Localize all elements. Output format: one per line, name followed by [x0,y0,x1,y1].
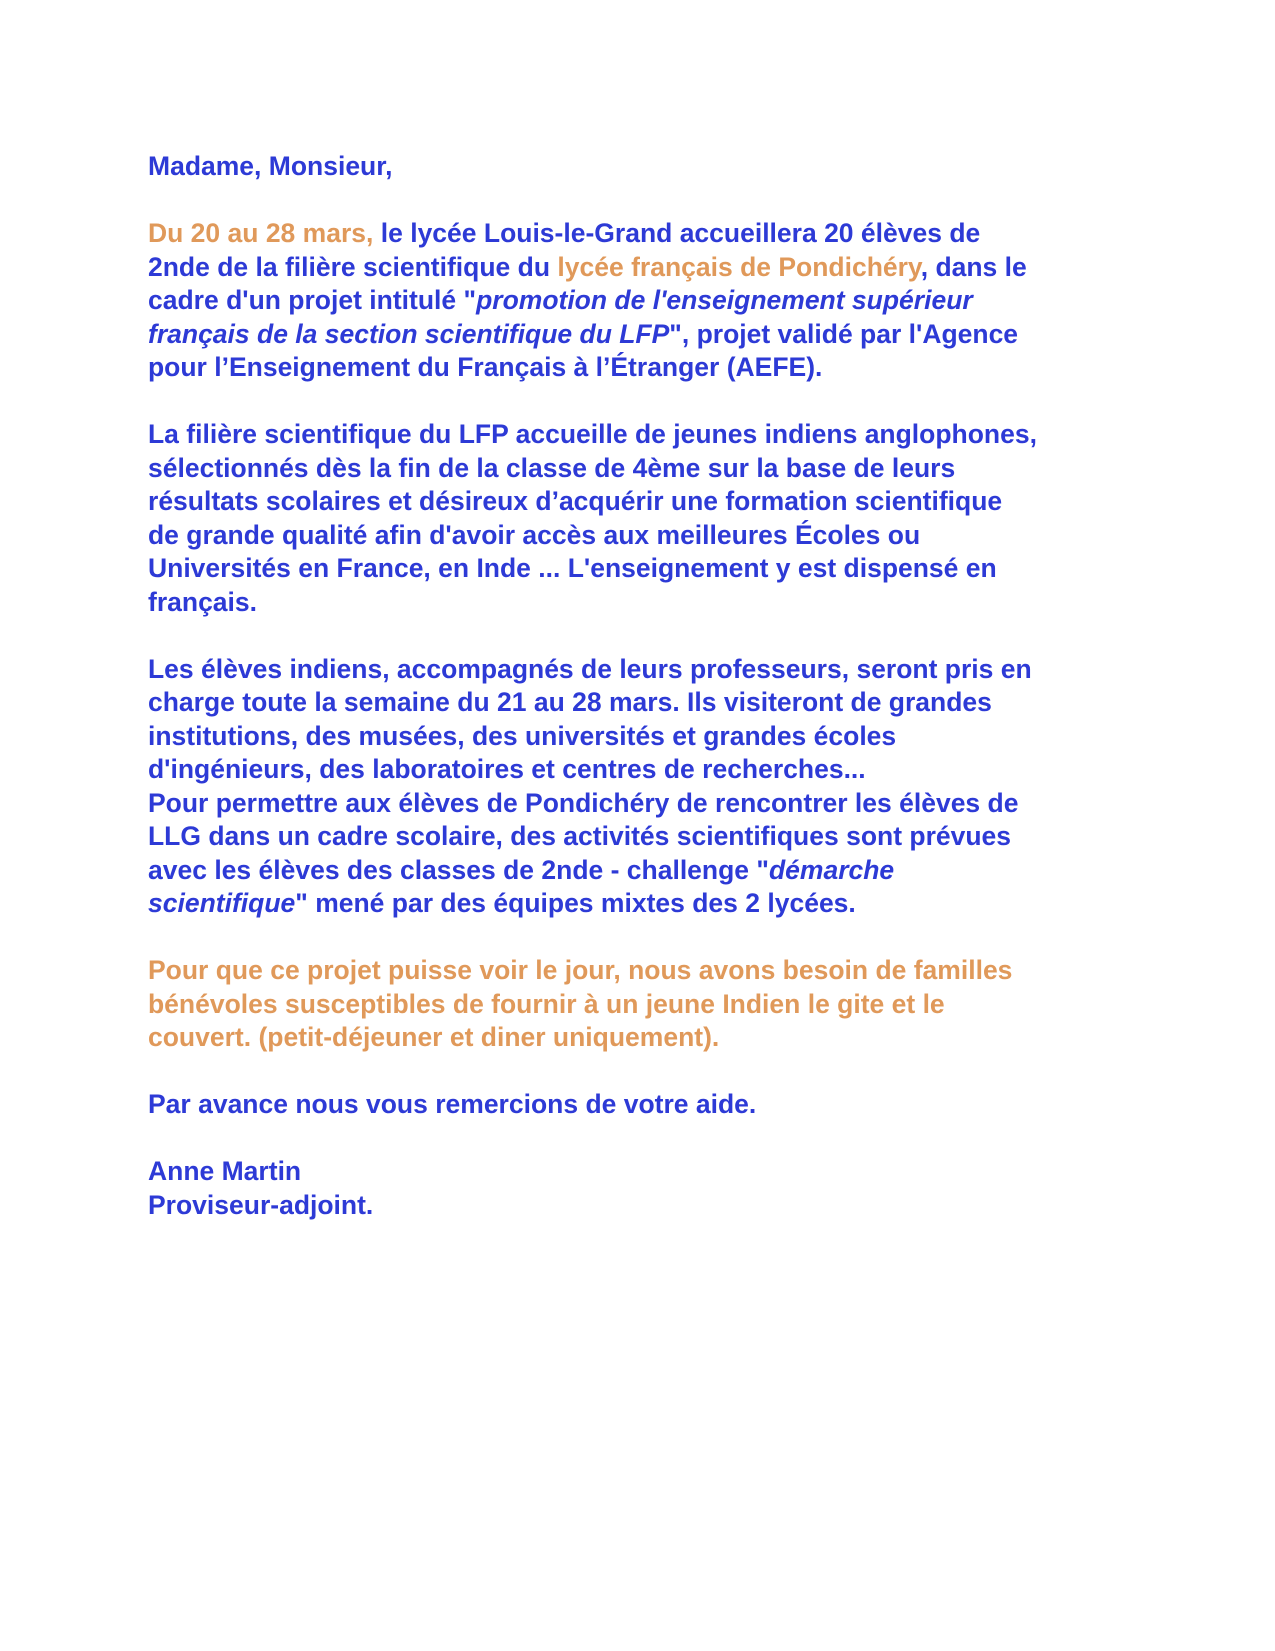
text-segment: cadre d'un projet intitulé " [148,285,477,315]
school-name: lycée français de Pondichéry [557,251,921,282]
text-line: résultats scolaires et désireux d’acquérir une formation scientifique [148,486,1003,516]
text-line: Universités en France, en Inde ... L'enseignement y est dispensé en [148,553,997,583]
text-segment: le lycée Louis-le-Grand accueillera 20 élèves de [373,218,981,248]
text-line: La filière scientifique du LFP accueille de jeunes indiens anglophones, [148,419,1037,449]
closing [148,1088,1133,1122]
text-line [148,854,1133,888]
text-segment: ", projet validé par l'Agence [669,318,1019,349]
text-line: sélectionnés dès la fin de la classe de 4ème sur la base de leurs [148,452,956,483]
text-line [148,318,1133,352]
text-segment: , dans le [920,251,1027,282]
text-line: LLG dans un cadre scolaire, des activités scientifiques sont prévues [148,821,1012,851]
text-line: pour l’Enseignement du Français à l’Étranger (AEFE). [148,352,823,382]
paragraph-event-intro [148,217,1133,385]
text-line: charge toute la semaine du 21 au 28 mars. Ils visiteront de grandes [148,687,992,717]
text-line: français. [148,586,258,617]
letter [148,150,1133,1222]
text-line: couvert. (petit-déjeuner et diner uniquement). [148,1022,720,1052]
text-line: Les élèves indiens, accompagnés de leurs professeurs, seront pris en [148,653,1032,684]
greeting-line: Madame, Monsieur, [148,151,393,181]
challenge-title-part2: scientifique [148,888,296,918]
text-line: bénévoles susceptibles de fournir à un jeune Indien le gite et le [148,988,945,1019]
text-segment: 2nde de la filière scientifique du [148,251,558,282]
paragraph-program [148,653,1133,921]
greeting [148,150,1133,184]
paragraph-host-families-request [148,954,1133,1055]
text-line: de grande qualité afin d'avoir accès aux meilleures Écoles ou [148,519,921,550]
signature [148,1155,1133,1222]
paragraph-lfp-description [148,418,1133,619]
text-line: institutions, des musées, des universités et grandes écoles [148,720,897,751]
project-title-part1: promotion de l'enseignement supérieur [476,285,973,315]
challenge-title-part1: démarche [768,854,895,885]
text-line [148,284,1133,318]
text-line: Pour que ce projet puisse voir le jour, nous avons besoin de familles [148,955,1013,985]
signature-title: Proviseur-adjoint. [148,1189,374,1220]
signature-name: Anne Martin [148,1156,302,1186]
text-line: Pour permettre aux élèves de Pondichéry de rencontrer les élèves de [148,787,1019,818]
text-line [148,217,1133,251]
closing-line: Par avance nous vous remercions de votre aide. [148,1089,757,1119]
text-line: d'ingénieurs, des laboratoires et centres de recherches... [148,754,866,784]
event-dates: Du 20 au 28 mars, [148,218,374,248]
text-segment: " mené par des équipes mixtes des 2 lycées. [295,888,856,918]
text-line [148,251,1133,285]
text-segment: avec les élèves des classes de 2nde - challenge " [148,854,769,885]
project-title-part2: français de la section scientifique du LFP [148,318,670,349]
text-line [148,887,1133,921]
